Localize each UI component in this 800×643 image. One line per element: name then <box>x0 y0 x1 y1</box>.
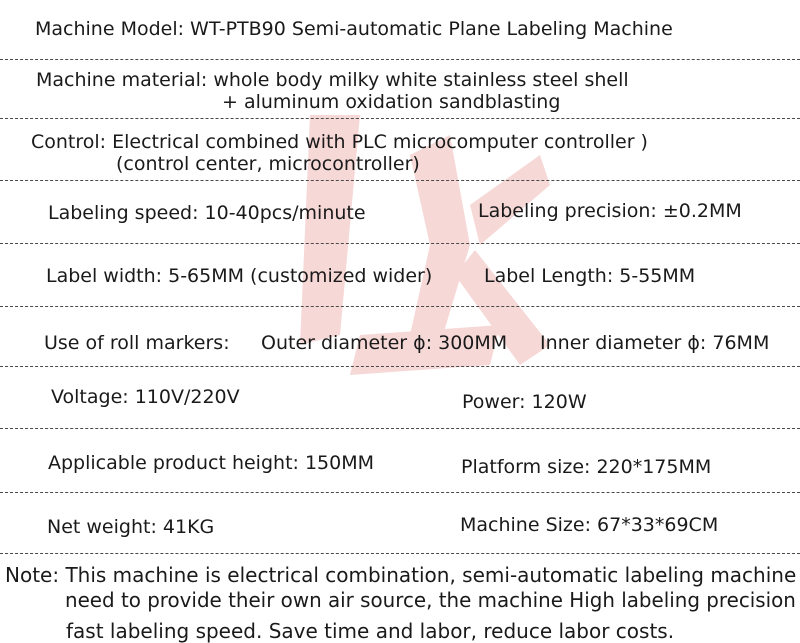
machine-material-line-1: Machine material: whole body milky white stainless steel shell <box>36 69 629 91</box>
power: Power: 120W <box>462 391 587 413</box>
product-height: Applicable product height: 150MM <box>48 452 375 474</box>
label-length: Label Length: 5-55MM <box>484 265 696 287</box>
divider <box>0 366 800 367</box>
labeling-speed: Labeling speed: 10-40pcs/minute <box>48 202 366 224</box>
divider <box>0 59 800 60</box>
labeling-precision: Labeling precision: ±0.2MM <box>478 200 742 222</box>
inner-diameter: Inner diameter ϕ: 76MM <box>540 332 770 354</box>
machine-material-line-2: + aluminum oxidation sandblasting <box>222 91 561 113</box>
voltage: Voltage: 110V/220V <box>51 386 240 408</box>
roll-markers-label: Use of roll markers: <box>44 332 230 354</box>
outer-diameter: Outer diameter ϕ: 300MM <box>261 332 508 354</box>
divider <box>0 118 800 119</box>
divider <box>0 180 800 181</box>
machine-model: Machine Model: WT-PTB90 Semi-automatic Plane Labeling Machine <box>35 18 673 40</box>
divider <box>0 243 800 244</box>
machine-size: Machine Size: 67*33*69CM <box>460 514 719 536</box>
divider <box>0 428 800 429</box>
note-line-3: fast labeling speed. Save time and labor, reduce labor costs. <box>66 619 675 643</box>
net-weight: Net weight: 41KG <box>47 516 215 538</box>
divider <box>0 492 800 493</box>
divider <box>0 553 800 554</box>
note-line-1: Note: This machine is electrical combination, semi-automatic labeling machine <box>5 563 797 587</box>
divider <box>0 306 800 307</box>
note-line-2: need to provide their own air source, the machine High labeling precision <box>65 588 796 612</box>
control-line-2: (control center, microcontroller) <box>116 153 420 175</box>
label-width: Label width: 5-65MM (customized wider) <box>46 265 433 287</box>
platform-size: Platform size: 220*175MM <box>461 456 712 478</box>
control-line-1: Control: Electrical combined with PLC microcomputer controller ) <box>31 131 648 153</box>
